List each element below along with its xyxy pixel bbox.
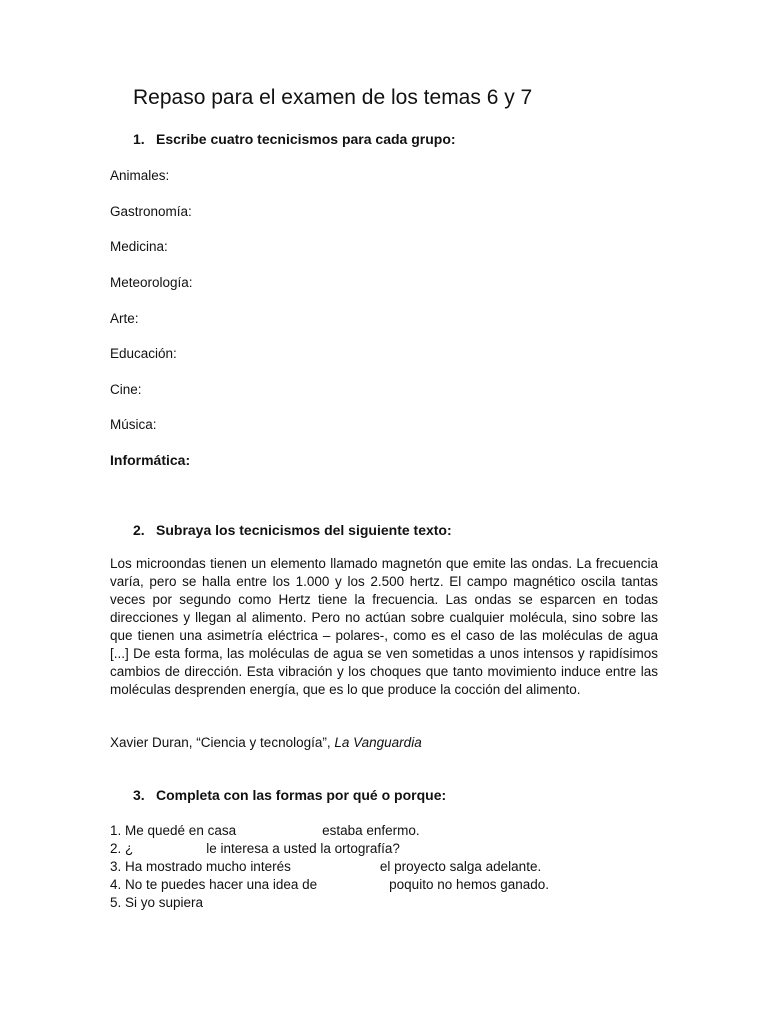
exercise-line-1-end: estaba enfermo.: [322, 823, 420, 838]
category-arte: Arte:: [110, 311, 139, 326]
category-gastronomia: Gastronomía:: [110, 204, 192, 219]
exercise-line-4-end: poquito no hemos ganado.: [389, 877, 550, 892]
category-musica: Música:: [110, 417, 157, 432]
exercise-line-3: [110, 859, 541, 874]
question-2-text: Subraya los tecnicismos del siguiente texto:: [156, 522, 452, 538]
question-3-text: Completa con las formas por qué o porque:: [156, 787, 447, 803]
question-1-heading: [133, 131, 456, 147]
source-publication: La Vanguardia: [334, 735, 422, 750]
category-meteorologia: Meteorología:: [110, 275, 193, 290]
microwave-paragraph: Los microondas tienen un elemento llamado magnetón que emite las ondas. La frecuencia varía, pero se halla entre los 1.000 y los 2.500 hertz. El campo magnético oscila tantas veces por segundo como Hertz tiene la frecuencia. Las ondas se esparcen en todas direcciones y llegan al alimento. Pero no actúan sobre cualquier molécula, sino sobre las que tienen una asimetría eléctrica – polares-, como es el caso de las moléculas de agua [...] De esta forma, las moléculas de agua se ven sometidas a unos intensos y rapidísimos cambios de dirección. Esta vibración y los choques que tanto movimiento induce entre las moléculas desprenden energía, que es lo que produce la cocción del alimento.: [110, 556, 658, 697]
question-3-number: 3.: [133, 787, 145, 803]
exercise-line-1: [110, 823, 420, 838]
category-informatica: Informática:: [110, 452, 191, 468]
exercise-line-1-start: 1. Me quedé en casa: [110, 823, 237, 838]
question-2-number: 2.: [133, 522, 145, 538]
exercise-line-4-start: 4. No te puedes hacer una idea de: [110, 877, 318, 892]
exercise-line-2-end: le interesa a usted la ortografía?: [206, 841, 400, 856]
category-medicina: Medicina:: [110, 239, 168, 254]
question-1-text: Escribe cuatro tecnicismos para cada grupo:: [156, 131, 456, 147]
exercise-line-5: [110, 895, 203, 910]
category-cine: Cine:: [110, 382, 142, 397]
exercise-line-5-start: 5. Si yo supiera: [110, 895, 204, 910]
exercise-line-4: [110, 877, 549, 892]
question-1-number: 1.: [133, 131, 145, 147]
exercise-line-2-start: 2. ¿: [110, 841, 134, 856]
category-educacion: Educación:: [110, 346, 177, 361]
page-title: Repaso para el examen de los temas 6 y 7: [133, 86, 533, 109]
question-2-heading: [133, 522, 452, 538]
source-citation: [110, 735, 422, 750]
question-3-heading: [133, 787, 446, 803]
category-animales: Animales:: [110, 168, 170, 183]
exercise-line-3-end: el proyecto salga adelante.: [379, 859, 542, 874]
source-author: Xavier Duran, “Ciencia y tecnología”,: [110, 735, 331, 750]
exercise-line-2: [110, 841, 400, 856]
exercise-line-3-start: 3. Ha mostrado mucho interés: [110, 859, 291, 874]
